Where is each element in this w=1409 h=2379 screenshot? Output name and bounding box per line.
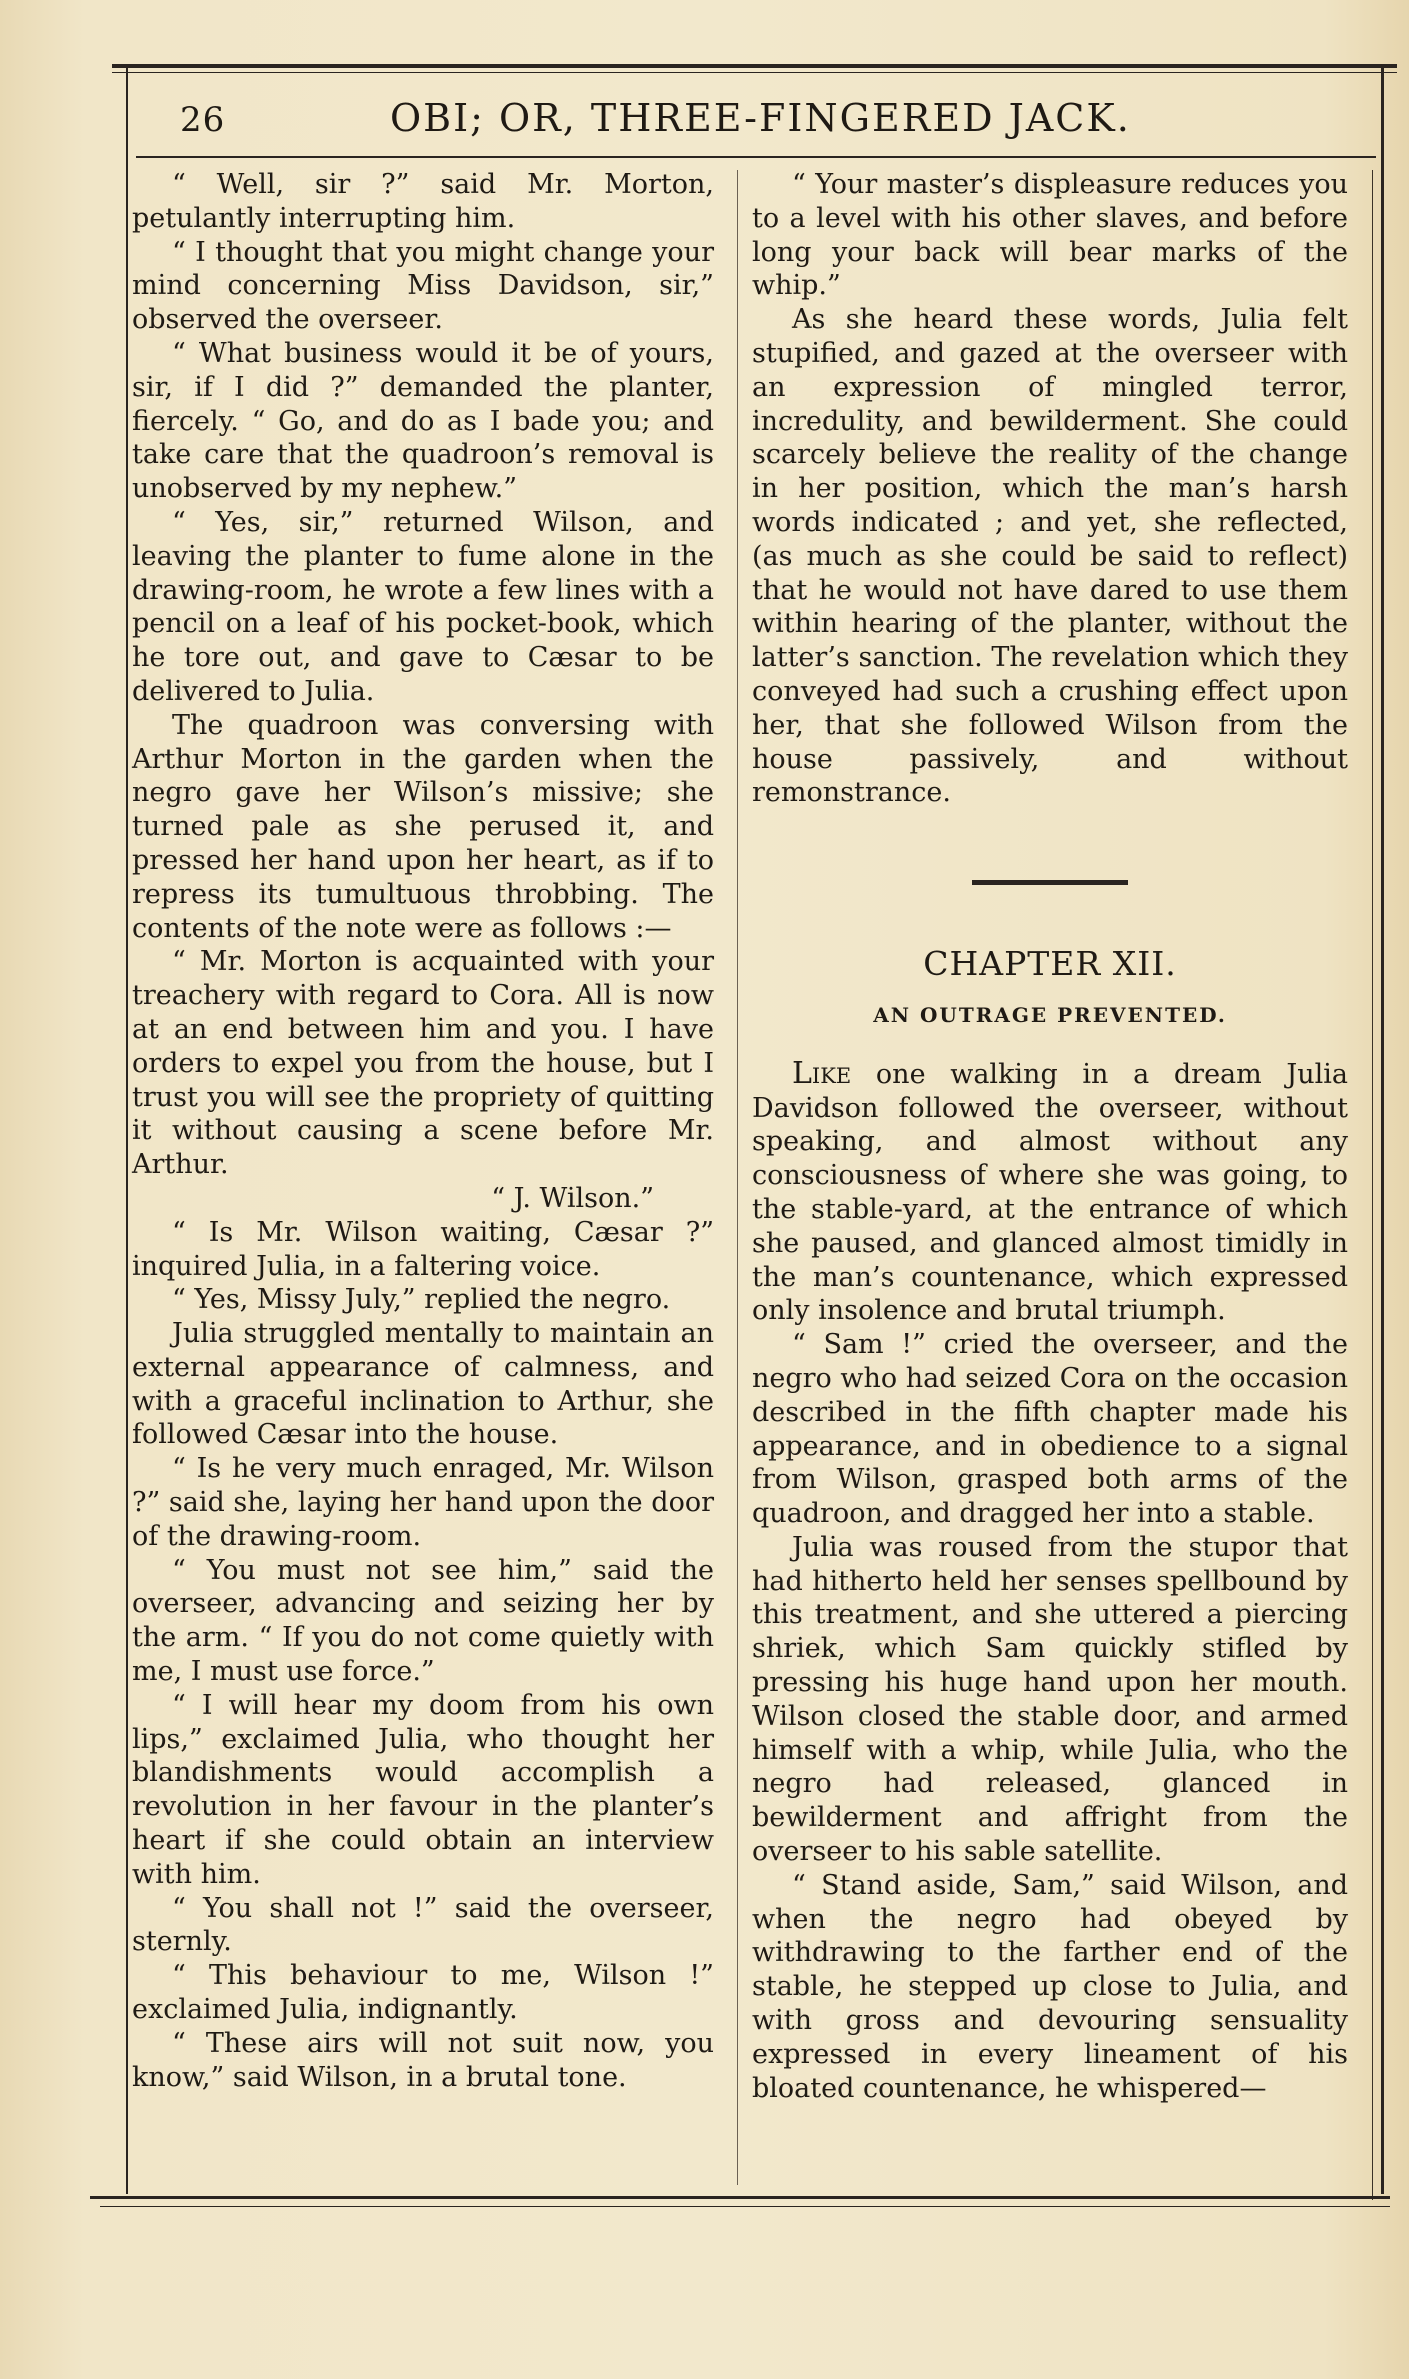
frame-top-rule: [112, 64, 1397, 68]
paragraph: Julia struggled mentally to maintain an external appearance of calmness, and with a graceful inclination to Arthur, she followed Cæsar into the house.: [132, 1318, 714, 1451]
paragraph: “ You must not see him,” said the overseer, advancing and seizing her by the arm. “ If you do not come quietly with me, I must use force.”: [132, 1554, 714, 1688]
paragraph: “ Is Mr. Wilson waiting, Cæsar ?” inquired Julia, in a faltering voice.: [132, 1216, 714, 1282]
paragraph: “ These airs will not suit now, you know,” said Wilson, in a brutal tone.: [132, 2027, 714, 2093]
paragraph: “ You shall not !” said the overseer, sternly.: [132, 1892, 714, 1958]
paragraph: “ Well, sir ?” said Mr. Morton, petulantly interrupting him.: [132, 169, 714, 234]
column-divider: [737, 170, 738, 2185]
paragraph: “ Sam !” cried the overseer, and the negro who had seized Cora on the occasion described in the fifth chapter made his appearance, and in obedience to a signal from Wilson, grasped both arms of the quadroon, and dragged her into a stable.: [752, 1329, 1348, 1530]
frame-right-rule: [1381, 64, 1384, 2194]
running-title: OBI; OR, THREE-FINGERED JACK.: [390, 96, 1131, 140]
note-text: “ Mr. Morton is acquainted with your treachery with regard to Cora. All is now at an end between him and you. I have orders to expel you from the house, but I trust you will see the propriety of quitting it without causing a scene before Mr. Arthur.: [132, 946, 714, 1181]
chapter-divider-rule: [972, 880, 1128, 885]
paragraph: “ I will hear my doom from his own lips,” exclaimed Julia, who thought her blandishments would accomplish a revolution in her favour in the planter’s heart if she could obtain an interview with him.: [132, 1689, 714, 1890]
frame-right-inner-rule: [1372, 170, 1373, 2200]
paragraph: “ This behaviour to me, Wilson !” exclaimed Julia, indignantly.: [132, 1960, 714, 2026]
paragraph: “ Yes, Missy July,” replied the negro.: [172, 1284, 671, 1316]
page-header: [140, 92, 1370, 148]
paragraph: “ Yes, sir,” returned Wilson, and leaving the planter to fume alone in the drawing-room, he wrote a few lines with a pencil on a leaf of his pocket-book, which he tore out, and gave to Cæsar to be delivered to Julia.: [132, 506, 714, 707]
page-number: 26: [180, 100, 226, 140]
frame-left-rule: [126, 64, 128, 2194]
paragraph: “ I thought that you might change your mind concerning Miss Davidson, sir,” observed the overseer.: [132, 236, 714, 336]
frame-top-thin-rule: [112, 72, 1397, 73]
frame-bottom-thin-rule: [100, 2206, 1390, 2207]
frame-bottom-rule: [90, 2196, 1390, 2199]
paragraph: “ Your master’s displeasure reduces you to a level with his other slaves, and before long your back will bear marks of the whip.”: [752, 169, 1348, 302]
opening-text: one walking in a dream Julia Davidson followed the overseer, without speaking, and almost without any consciousness of where she was going, to the stable-yard, at the entrance of which she paused, and glanced almost timidly in the man’s countenance, which expressed only insolence and brutal triumph.: [752, 1058, 1348, 1327]
right-column: [752, 168, 1348, 2105]
header-rule: [136, 156, 1376, 158]
chapter-opening-paragraph: [752, 1057, 1348, 1328]
paragraph: As she heard these words, Julia felt stupified, and gazed at the overseer with an expression of mingled terror, incredulity, and bewilderment. She could scarcely believe the reality of the change in her position, which the man’s harsh words indicated ; and yet, she reflected, (as much as she could be said to reflect) that he would not have dared to use them within hearing of the planter, without the latter’s sanction. The revelation which they conveyed had such a crushing effect upon her, that she followed Wilson from the house passively, and without remonstrance.: [752, 304, 1348, 809]
opening-word: Like: [792, 1055, 852, 1091]
left-column: [132, 168, 714, 2094]
note-signature: “ J. Wilson.”: [491, 1182, 654, 1214]
chapter-heading: CHAPTER XII.: [923, 944, 1177, 984]
paragraph: “ Is he very much enraged, Mr. Wilson ?” said she, laying her hand upon the door of the drawing-room.: [132, 1453, 714, 1552]
chapter-subtitle: AN OUTRAGE PREVENTED.: [873, 1002, 1227, 1027]
paragraph: “ Stand aside, Sam,” said Wilson, and when the negro had obeyed by withdrawing to the farther end of the stable, he stepped up close to Julia, and with gross and devouring sensuality expressed in every lineament of his bloated countenance, he whispered—: [752, 1869, 1348, 2104]
paragraph: Julia was roused from the stupor that had hitherto held her senses spellbound by this treatment, and she uttered a piercing shriek, which Sam quickly stifled by pressing his huge hand upon her mouth. Wilson closed the stable door, and armed himself with a whip, while Julia, who the negro had released, glanced in bewilderment and affright from the overseer to his sable satellite.: [752, 1531, 1348, 1868]
paragraph: “ What business would it be of yours, sir, if I did ?” demanded the planter, fiercely. “ Go, and do as I bade you; and take care that the quadroon’s removal is unobserved by my nephew.”: [132, 337, 714, 505]
paragraph: The quadroon was conversing with Arthur Morton in the garden when the negro gave her Wilson’s missive; she turned pale as she perused it, and pressed her hand upon her heart, as if to repress its tumultuous throbbing. The contents of the note were as follows :—: [132, 709, 714, 944]
